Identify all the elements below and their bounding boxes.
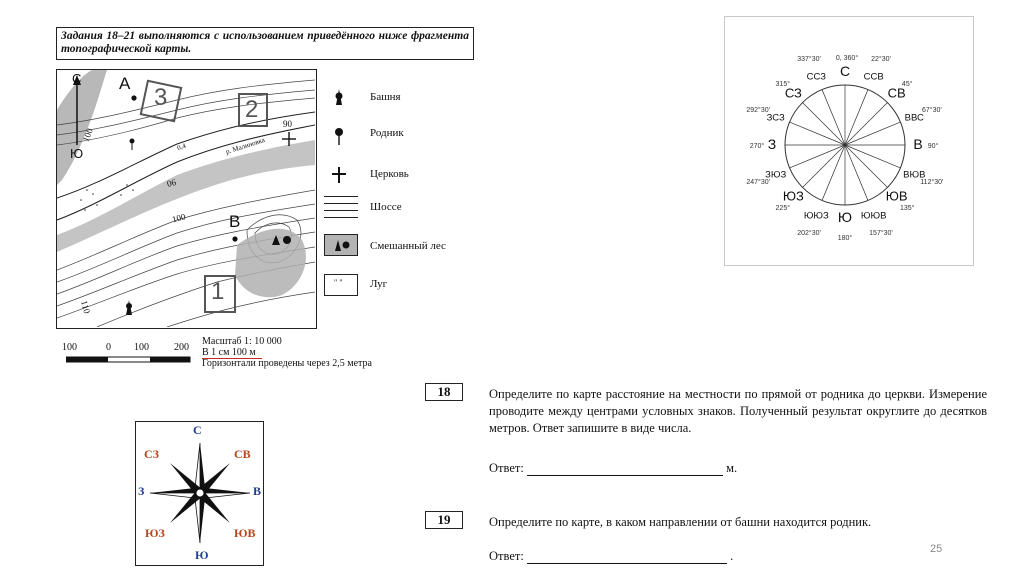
map-legend: [324, 85, 474, 305]
task-header: [56, 27, 474, 60]
compass-label: СВ: [887, 85, 906, 101]
map-box-1-label: 1: [211, 278, 225, 305]
compass-diagram: [725, 17, 973, 265]
compass-degree-label: 0, 360°: [835, 55, 859, 62]
question-18-text: Определите по карте расстояние на местности по прямой от родника до церкви. Измерение проводите между центрами условных знаков. Полученный результат округлите до десятков метров. Ответ запишите в виде числа.: [489, 387, 987, 435]
topographic-map: [56, 69, 317, 329]
rose-label-nw: СЗ: [144, 447, 159, 461]
question-19-answer-label: Ответ:: [489, 549, 524, 563]
map-tower-icon: [126, 300, 132, 315]
scale-title: Масштаб 1: 10 000: [202, 336, 282, 347]
page-number: 25: [930, 543, 943, 555]
compass-spoke: [803, 145, 845, 187]
legend-tower-icon: [332, 85, 346, 112]
scale-bar: [66, 355, 192, 365]
map-box-2-label: 2: [245, 96, 259, 123]
compass-label: ЗЮЗ: [765, 169, 787, 181]
compass-degree-label: 315°: [775, 80, 791, 88]
map-river-label: р. Малиновка: [224, 135, 266, 157]
compass-degree-label: 157°30': [869, 229, 893, 237]
compass-spoke: [803, 103, 845, 145]
compass-label: ЮВ: [885, 188, 908, 204]
compass-degree-label: 225°: [775, 205, 791, 213]
compass-degree-label: 45°: [901, 80, 913, 88]
point-a-marker: [131, 95, 136, 100]
compass-degree-label: 135°: [899, 205, 915, 213]
compass-directions-panel: [724, 16, 974, 266]
map-drawing: [57, 70, 315, 327]
scale-line2: В 1 см 100 м: [202, 347, 262, 359]
legend-church-icon: [330, 166, 348, 189]
scale-tick-100: 100: [134, 342, 149, 353]
map-label-north: С: [72, 71, 82, 86]
map-river-depth: 0,4: [175, 141, 187, 153]
compass-spoke: [845, 103, 887, 145]
map-height-110: 110: [79, 299, 93, 315]
question-18-answer-unit: м.: [726, 461, 738, 475]
rose-label-n: С: [193, 423, 202, 437]
compass-degree-label: 337°30': [797, 56, 821, 64]
legend-meadow-icon: [324, 274, 358, 296]
question-18-answer-label: Ответ:: [489, 461, 524, 475]
scale-line3: Горизонтали проведены через 2,5 метра: [202, 358, 372, 369]
question-18-answer: [489, 461, 737, 476]
map-height-100-mid: 100: [170, 211, 187, 225]
compass-label: С: [839, 63, 851, 79]
compass-label: ВВС: [904, 112, 924, 124]
compass-degree-label: 270°: [749, 143, 765, 150]
compass-label: ВЮВ: [903, 169, 926, 181]
point-b-marker: [232, 236, 237, 241]
scale-tick-100-left: 100: [62, 342, 77, 353]
compass-label: З: [767, 136, 777, 152]
rose-label-e: В: [253, 484, 262, 498]
question-18-number: 18: [425, 383, 463, 401]
compass-degree-label: 180°: [837, 235, 853, 242]
compass-label: ЗСЗ: [766, 112, 785, 124]
legend-spring-icon: [332, 125, 346, 152]
legend-mixed-forest-icon: [324, 234, 358, 256]
map-label-b: В: [229, 212, 241, 231]
map-label-south: Ю: [70, 146, 84, 161]
legend-label-church: Церковь: [370, 168, 409, 180]
map-height-90-right: 90: [283, 119, 292, 129]
compass-label: ССВ: [863, 71, 884, 83]
compass-label: ЮЮЗ: [803, 210, 829, 222]
question-19-number: 19: [425, 511, 463, 529]
legend-label-spring: Родник: [370, 127, 404, 139]
compass-degree-label: 202°30': [797, 229, 821, 237]
map-box-3-label: 3: [154, 84, 168, 111]
rose-label-ne: СВ: [234, 447, 251, 461]
svg-text:" ": " ": [334, 278, 343, 287]
map-label-a: А: [119, 74, 131, 93]
scale-tick-200: 200: [174, 342, 189, 353]
compass-label: ЮЗ: [782, 188, 804, 204]
compass-rose-star: [136, 422, 262, 564]
map-forest-area-bottom: [235, 229, 306, 297]
compass-degree-label: 22°30': [871, 56, 891, 64]
question-19-answer: [489, 549, 733, 564]
compass-degree-label: 292°30': [746, 107, 770, 115]
legend-label-tower: Башня: [370, 91, 401, 103]
legend-label-meadow: Луг: [370, 278, 388, 290]
rose-label-se: ЮВ: [234, 526, 256, 540]
compass-label: В: [913, 136, 923, 152]
compass-rose-panel: [135, 421, 264, 566]
compass-degree-label: 67°30': [921, 107, 942, 115]
legend-highway-icon: [324, 196, 358, 218]
map-forest-area-top: [57, 70, 107, 185]
compass-label: Ю: [837, 209, 853, 225]
compass-degree-label: 112°30': [920, 178, 944, 186]
question-19-answer-field[interactable]: [527, 551, 727, 564]
question-18-answer-field[interactable]: [527, 463, 723, 476]
compass-spoke: [845, 145, 887, 187]
legend-label-mixed-forest: Смешанный лес: [370, 240, 446, 252]
question-19-answer-unit: .: [730, 549, 734, 563]
map-scale: [56, 336, 396, 374]
compass-label: ССЗ: [806, 71, 826, 83]
compass-degree-label: 90°: [927, 143, 939, 150]
compass-degree-label: 247°30': [746, 178, 770, 186]
map-height-100-left: 100: [80, 126, 95, 144]
scale-tick-0: 0: [106, 342, 111, 353]
compass-label: СЗ: [784, 85, 802, 101]
rose-label-sw: ЮЗ: [145, 526, 165, 540]
task-header-text: Задания 18–21 выполняются с использованием приведённого ниже фрагмента топографической карты.: [61, 30, 469, 55]
question-19-text: Определите по карте, в каком направлении от башни находится родник.: [489, 515, 872, 529]
rose-label-w: З: [138, 484, 145, 498]
legend-label-highway: Шоссе: [370, 201, 402, 213]
map-height-90-mid: 06: [165, 177, 178, 189]
compass-label: ЮЮВ: [860, 210, 887, 222]
map-spring-icon: [130, 139, 135, 151]
rose-label-s: Ю: [195, 548, 209, 562]
